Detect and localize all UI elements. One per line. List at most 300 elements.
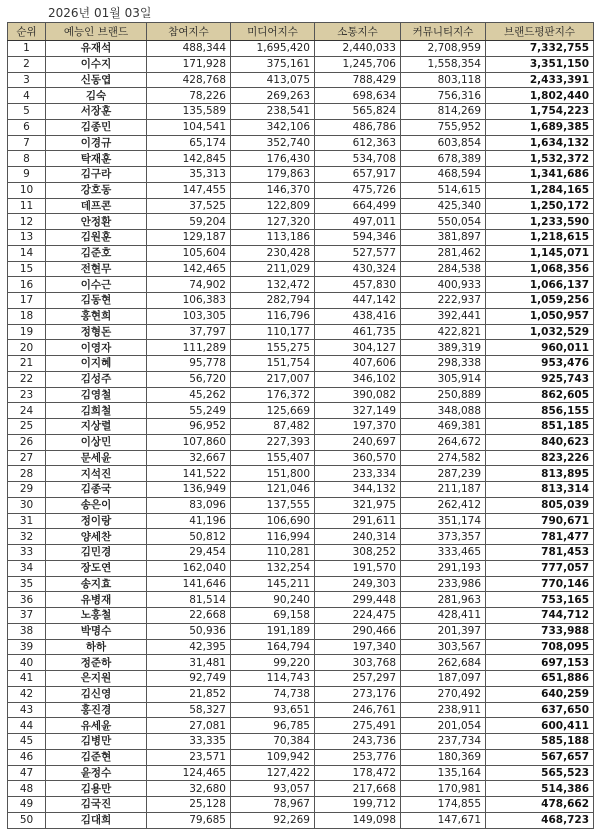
header-reputation: 브랜드평판지수 — [486, 23, 594, 41]
communication-cell: 217,668 — [315, 781, 401, 797]
rank-cell: 25 — [8, 419, 46, 435]
table-row — [8, 702, 594, 718]
rank-cell: 20 — [8, 340, 46, 356]
community-cell: 233,986 — [401, 576, 486, 592]
rank-cell: 32 — [8, 529, 46, 545]
communication-cell: 308,252 — [315, 545, 401, 561]
communication-cell: 197,340 — [315, 639, 401, 655]
reputation-cell: 856,155 — [486, 403, 594, 419]
rank-cell: 47 — [8, 765, 46, 781]
reputation-cell: 565,523 — [486, 765, 594, 781]
table-row — [8, 466, 594, 482]
rank-cell: 38 — [8, 623, 46, 639]
media-cell: 127,422 — [231, 765, 315, 781]
community-cell: 274,582 — [401, 450, 486, 466]
communication-cell: 291,611 — [315, 513, 401, 529]
communication-cell: 664,499 — [315, 198, 401, 214]
rank-cell: 6 — [8, 119, 46, 135]
reputation-cell: 805,039 — [486, 497, 594, 513]
brand-name-cell: 이경규 — [46, 135, 147, 151]
rank-cell: 11 — [8, 198, 46, 214]
rank-cell: 9 — [8, 167, 46, 183]
media-cell: 155,407 — [231, 450, 315, 466]
participation-cell: 105,604 — [147, 245, 231, 261]
participation-cell: 79,685 — [147, 812, 231, 828]
reputation-cell: 1,634,132 — [486, 135, 594, 151]
brand-name-cell: 노홍철 — [46, 608, 147, 624]
media-cell: 179,863 — [231, 167, 315, 183]
reputation-cell: 1,066,137 — [486, 277, 594, 293]
rank-cell: 16 — [8, 277, 46, 293]
table-row — [8, 734, 594, 750]
participation-cell: 42,395 — [147, 639, 231, 655]
media-cell: 125,669 — [231, 403, 315, 419]
reputation-cell: 851,185 — [486, 419, 594, 435]
media-cell: 413,075 — [231, 72, 315, 88]
participation-cell: 135,589 — [147, 104, 231, 120]
community-cell: 270,492 — [401, 686, 486, 702]
reputation-cell: 770,146 — [486, 576, 594, 592]
brand-name-cell: 유재석 — [46, 41, 147, 57]
rank-cell: 1 — [8, 41, 46, 57]
participation-cell: 29,454 — [147, 545, 231, 561]
table-row — [8, 293, 594, 309]
brand-name-cell: 김구라 — [46, 167, 147, 183]
reputation-cell: 1,689,385 — [486, 119, 594, 135]
community-cell: 262,684 — [401, 655, 486, 671]
communication-cell: 594,346 — [315, 230, 401, 246]
reputation-cell: 1,532,372 — [486, 151, 594, 167]
table-row — [8, 151, 594, 167]
rank-cell: 34 — [8, 560, 46, 576]
reputation-cell: 1,218,615 — [486, 230, 594, 246]
brand-name-cell: 이지혜 — [46, 356, 147, 372]
media-cell: 122,809 — [231, 198, 315, 214]
rank-cell: 42 — [8, 686, 46, 702]
communication-cell: 233,334 — [315, 466, 401, 482]
participation-cell: 33,335 — [147, 734, 231, 750]
community-cell: 381,897 — [401, 230, 486, 246]
participation-cell: 25,128 — [147, 797, 231, 813]
media-cell: 155,275 — [231, 340, 315, 356]
media-cell: 116,796 — [231, 308, 315, 324]
table-row — [8, 655, 594, 671]
participation-cell: 41,196 — [147, 513, 231, 529]
participation-cell: 107,860 — [147, 434, 231, 450]
rank-cell: 4 — [8, 88, 46, 104]
reputation-cell: 1,059,256 — [486, 293, 594, 309]
reputation-cell: 1,145,071 — [486, 245, 594, 261]
participation-cell: 81,514 — [147, 592, 231, 608]
brand-name-cell: 이수지 — [46, 56, 147, 72]
reputation-cell: 744,712 — [486, 608, 594, 624]
media-cell: 78,967 — [231, 797, 315, 813]
participation-cell: 56,720 — [147, 371, 231, 387]
rank-cell: 44 — [8, 718, 46, 734]
table-row — [8, 88, 594, 104]
participation-cell: 58,327 — [147, 702, 231, 718]
community-cell: 237,734 — [401, 734, 486, 750]
communication-cell: 249,303 — [315, 576, 401, 592]
brand-name-cell: 김종민 — [46, 119, 147, 135]
rank-cell: 7 — [8, 135, 46, 151]
media-cell: 282,794 — [231, 293, 315, 309]
brand-name-cell: 서장훈 — [46, 104, 147, 120]
community-cell: 187,097 — [401, 671, 486, 687]
community-cell: 281,963 — [401, 592, 486, 608]
participation-cell: 136,949 — [147, 482, 231, 498]
reputation-cell: 585,188 — [486, 734, 594, 750]
reputation-cell: 733,988 — [486, 623, 594, 639]
community-cell: 469,381 — [401, 419, 486, 435]
participation-cell: 96,952 — [147, 419, 231, 435]
report-date: 2026년 01월 03일 — [48, 6, 152, 20]
brand-name-cell: 윤정수 — [46, 765, 147, 781]
community-cell: 147,671 — [401, 812, 486, 828]
communication-cell: 240,697 — [315, 434, 401, 450]
community-cell: 803,118 — [401, 72, 486, 88]
community-cell: 305,914 — [401, 371, 486, 387]
brand-name-cell: 김병만 — [46, 734, 147, 750]
reputation-cell: 514,386 — [486, 781, 594, 797]
participation-cell: 142,465 — [147, 261, 231, 277]
brand-name-cell: 김준호 — [46, 245, 147, 261]
participation-cell: 141,646 — [147, 576, 231, 592]
brand-name-cell: 신동엽 — [46, 72, 147, 88]
table-row — [8, 261, 594, 277]
reputation-cell: 840,623 — [486, 434, 594, 450]
media-cell: 217,007 — [231, 371, 315, 387]
community-cell: 170,981 — [401, 781, 486, 797]
reputation-cell: 781,453 — [486, 545, 594, 561]
community-cell: 211,187 — [401, 482, 486, 498]
table-row — [8, 230, 594, 246]
rank-cell: 41 — [8, 671, 46, 687]
communication-cell: 438,416 — [315, 308, 401, 324]
brand-name-cell: 김국진 — [46, 797, 147, 813]
reputation-cell: 478,662 — [486, 797, 594, 813]
communication-cell: 527,577 — [315, 245, 401, 261]
media-cell: 92,269 — [231, 812, 315, 828]
communication-cell: 344,132 — [315, 482, 401, 498]
table-row — [8, 608, 594, 624]
brand-name-cell: 홍진경 — [46, 702, 147, 718]
header-brand: 예능인 브랜드 — [46, 23, 147, 41]
rank-cell: 43 — [8, 702, 46, 718]
participation-cell: 171,928 — [147, 56, 231, 72]
table-row — [8, 434, 594, 450]
community-cell: 174,855 — [401, 797, 486, 813]
participation-cell: 27,081 — [147, 718, 231, 734]
reputation-cell: 640,259 — [486, 686, 594, 702]
community-cell: 298,338 — [401, 356, 486, 372]
participation-cell: 488,344 — [147, 41, 231, 57]
rank-cell: 36 — [8, 592, 46, 608]
community-cell: 428,411 — [401, 608, 486, 624]
communication-cell: 430,324 — [315, 261, 401, 277]
participation-cell: 142,845 — [147, 151, 231, 167]
brand-name-cell: 김원훈 — [46, 230, 147, 246]
table-row — [8, 119, 594, 135]
media-cell: 96,785 — [231, 718, 315, 734]
communication-cell: 253,776 — [315, 749, 401, 765]
reputation-cell: 953,476 — [486, 356, 594, 372]
communication-cell: 197,370 — [315, 419, 401, 435]
table-row — [8, 797, 594, 813]
rank-cell: 29 — [8, 482, 46, 498]
brand-name-cell: 이수근 — [46, 277, 147, 293]
community-cell: 550,054 — [401, 214, 486, 230]
participation-cell: 32,680 — [147, 781, 231, 797]
table-row — [8, 403, 594, 419]
brand-name-cell: 김종국 — [46, 482, 147, 498]
participation-cell: 45,262 — [147, 387, 231, 403]
header-participation: 참여지수 — [147, 23, 231, 41]
communication-cell: 191,570 — [315, 560, 401, 576]
rank-cell: 46 — [8, 749, 46, 765]
table-row — [8, 214, 594, 230]
communication-cell: 273,176 — [315, 686, 401, 702]
communication-cell: 360,570 — [315, 450, 401, 466]
reputation-cell: 651,886 — [486, 671, 594, 687]
brand-name-cell: 장도연 — [46, 560, 147, 576]
brand-name-cell: 박명수 — [46, 623, 147, 639]
communication-cell: 475,726 — [315, 182, 401, 198]
media-cell: 375,161 — [231, 56, 315, 72]
participation-cell: 35,313 — [147, 167, 231, 183]
rank-cell: 3 — [8, 72, 46, 88]
reputation-cell: 7,332,755 — [486, 41, 594, 57]
table-row — [8, 718, 594, 734]
rank-cell: 19 — [8, 324, 46, 340]
communication-cell: 346,102 — [315, 371, 401, 387]
table-row — [8, 671, 594, 687]
communication-cell: 178,472 — [315, 765, 401, 781]
community-cell: 222,937 — [401, 293, 486, 309]
table-row — [8, 623, 594, 639]
participation-cell: 141,522 — [147, 466, 231, 482]
media-cell: 176,372 — [231, 387, 315, 403]
participation-cell: 74,902 — [147, 277, 231, 293]
rank-cell: 45 — [8, 734, 46, 750]
brand-name-cell: 유세윤 — [46, 718, 147, 734]
communication-cell: 224,475 — [315, 608, 401, 624]
media-cell: 113,186 — [231, 230, 315, 246]
participation-cell: 106,383 — [147, 293, 231, 309]
participation-cell: 22,668 — [147, 608, 231, 624]
brand-name-cell: 김용만 — [46, 781, 147, 797]
communication-cell: 2,440,033 — [315, 41, 401, 57]
communication-cell: 657,917 — [315, 167, 401, 183]
community-cell: 755,952 — [401, 119, 486, 135]
community-cell: 678,389 — [401, 151, 486, 167]
community-cell: 514,615 — [401, 182, 486, 198]
rank-cell: 5 — [8, 104, 46, 120]
brand-name-cell: 강호동 — [46, 182, 147, 198]
community-cell: 262,412 — [401, 497, 486, 513]
table-row — [8, 419, 594, 435]
rank-cell: 26 — [8, 434, 46, 450]
brand-name-cell: 데프콘 — [46, 198, 147, 214]
table-row — [8, 104, 594, 120]
table-row — [8, 340, 594, 356]
brand-name-cell: 김동현 — [46, 293, 147, 309]
reputation-cell: 1,341,686 — [486, 167, 594, 183]
brand-name-cell: 김민경 — [46, 545, 147, 561]
participation-cell: 111,289 — [147, 340, 231, 356]
brand-name-cell: 정이랑 — [46, 513, 147, 529]
rank-cell: 12 — [8, 214, 46, 230]
community-cell: 180,369 — [401, 749, 486, 765]
media-cell: 1,695,420 — [231, 41, 315, 57]
reputation-cell: 3,351,150 — [486, 56, 594, 72]
community-cell: 201,054 — [401, 718, 486, 734]
reputation-cell: 823,226 — [486, 450, 594, 466]
community-cell: 135,164 — [401, 765, 486, 781]
communication-cell: 447,142 — [315, 293, 401, 309]
brand-name-cell: 안정환 — [46, 214, 147, 230]
participation-cell: 37,525 — [147, 198, 231, 214]
header-community: 커뮤니티지수 — [401, 23, 486, 41]
table-row — [8, 482, 594, 498]
brand-name-cell: 이상민 — [46, 434, 147, 450]
rank-cell: 35 — [8, 576, 46, 592]
community-cell: 389,319 — [401, 340, 486, 356]
table-row — [8, 56, 594, 72]
rank-cell: 49 — [8, 797, 46, 813]
rank-cell: 24 — [8, 403, 46, 419]
community-cell: 287,239 — [401, 466, 486, 482]
participation-cell: 129,187 — [147, 230, 231, 246]
communication-cell: 240,314 — [315, 529, 401, 545]
table-row — [8, 387, 594, 403]
participation-cell: 92,749 — [147, 671, 231, 687]
reputation-cell: 777,057 — [486, 560, 594, 576]
table-row — [8, 592, 594, 608]
participation-cell: 162,040 — [147, 560, 231, 576]
media-cell: 74,738 — [231, 686, 315, 702]
media-cell: 99,220 — [231, 655, 315, 671]
communication-cell: 303,768 — [315, 655, 401, 671]
brand-name-cell: 지상렬 — [46, 419, 147, 435]
table-row — [8, 513, 594, 529]
media-cell: 110,281 — [231, 545, 315, 561]
rank-cell: 13 — [8, 230, 46, 246]
participation-cell: 83,096 — [147, 497, 231, 513]
rank-cell: 30 — [8, 497, 46, 513]
communication-cell: 275,491 — [315, 718, 401, 734]
brand-name-cell: 김성주 — [46, 371, 147, 387]
media-cell: 342,106 — [231, 119, 315, 135]
community-cell: 303,567 — [401, 639, 486, 655]
reputation-cell: 600,411 — [486, 718, 594, 734]
brand-name-cell: 이영자 — [46, 340, 147, 356]
rank-cell: 33 — [8, 545, 46, 561]
community-cell: 1,558,354 — [401, 56, 486, 72]
reputation-cell: 637,650 — [486, 702, 594, 718]
media-cell: 176,430 — [231, 151, 315, 167]
media-cell: 93,651 — [231, 702, 315, 718]
media-cell: 87,482 — [231, 419, 315, 435]
rank-cell: 39 — [8, 639, 46, 655]
brand-reputation-table — [7, 22, 594, 829]
rank-cell: 10 — [8, 182, 46, 198]
brand-name-cell: 문세윤 — [46, 450, 147, 466]
brand-name-cell: 지석진 — [46, 466, 147, 482]
media-cell: 127,320 — [231, 214, 315, 230]
participation-cell: 32,667 — [147, 450, 231, 466]
table-row — [8, 324, 594, 340]
community-cell: 373,357 — [401, 529, 486, 545]
media-cell: 137,555 — [231, 497, 315, 513]
rank-cell: 8 — [8, 151, 46, 167]
communication-cell: 1,245,706 — [315, 56, 401, 72]
header-media: 미디어지수 — [231, 23, 315, 41]
rank-cell: 21 — [8, 356, 46, 372]
brand-name-cell: 송지효 — [46, 576, 147, 592]
reputation-cell: 753,165 — [486, 592, 594, 608]
table-row — [8, 749, 594, 765]
brand-name-cell: 유병재 — [46, 592, 147, 608]
rank-cell: 22 — [8, 371, 46, 387]
brand-name-cell: 정준하 — [46, 655, 147, 671]
participation-cell: 103,305 — [147, 308, 231, 324]
media-cell: 121,046 — [231, 482, 315, 498]
communication-cell: 461,735 — [315, 324, 401, 340]
participation-cell: 50,936 — [147, 623, 231, 639]
table-row — [8, 198, 594, 214]
media-cell: 106,690 — [231, 513, 315, 529]
media-cell: 146,370 — [231, 182, 315, 198]
media-cell: 70,384 — [231, 734, 315, 750]
table-row — [8, 167, 594, 183]
communication-cell: 788,429 — [315, 72, 401, 88]
brand-name-cell: 정형돈 — [46, 324, 147, 340]
brand-name-cell: 김대희 — [46, 812, 147, 828]
media-cell: 238,541 — [231, 104, 315, 120]
community-cell: 400,933 — [401, 277, 486, 293]
media-cell: 90,240 — [231, 592, 315, 608]
community-cell: 814,269 — [401, 104, 486, 120]
community-cell: 264,672 — [401, 434, 486, 450]
community-cell: 603,854 — [401, 135, 486, 151]
reputation-cell: 862,605 — [486, 387, 594, 403]
brand-name-cell: 탁재훈 — [46, 151, 147, 167]
reputation-cell: 790,671 — [486, 513, 594, 529]
rank-cell: 18 — [8, 308, 46, 324]
communication-cell: 565,824 — [315, 104, 401, 120]
rank-cell: 2 — [8, 56, 46, 72]
community-cell: 284,538 — [401, 261, 486, 277]
community-cell: 425,340 — [401, 198, 486, 214]
table-row — [8, 371, 594, 387]
table-row — [8, 781, 594, 797]
media-cell: 69,158 — [231, 608, 315, 624]
communication-cell: 304,127 — [315, 340, 401, 356]
reputation-cell: 1,284,165 — [486, 182, 594, 198]
table-row — [8, 135, 594, 151]
participation-cell: 31,481 — [147, 655, 231, 671]
participation-cell: 124,465 — [147, 765, 231, 781]
reputation-cell: 1,233,590 — [486, 214, 594, 230]
rank-cell: 40 — [8, 655, 46, 671]
reputation-cell: 708,095 — [486, 639, 594, 655]
media-cell: 227,393 — [231, 434, 315, 450]
community-cell: 351,174 — [401, 513, 486, 529]
community-cell: 468,594 — [401, 167, 486, 183]
brand-name-cell: 홍현희 — [46, 308, 147, 324]
media-cell: 164,794 — [231, 639, 315, 655]
